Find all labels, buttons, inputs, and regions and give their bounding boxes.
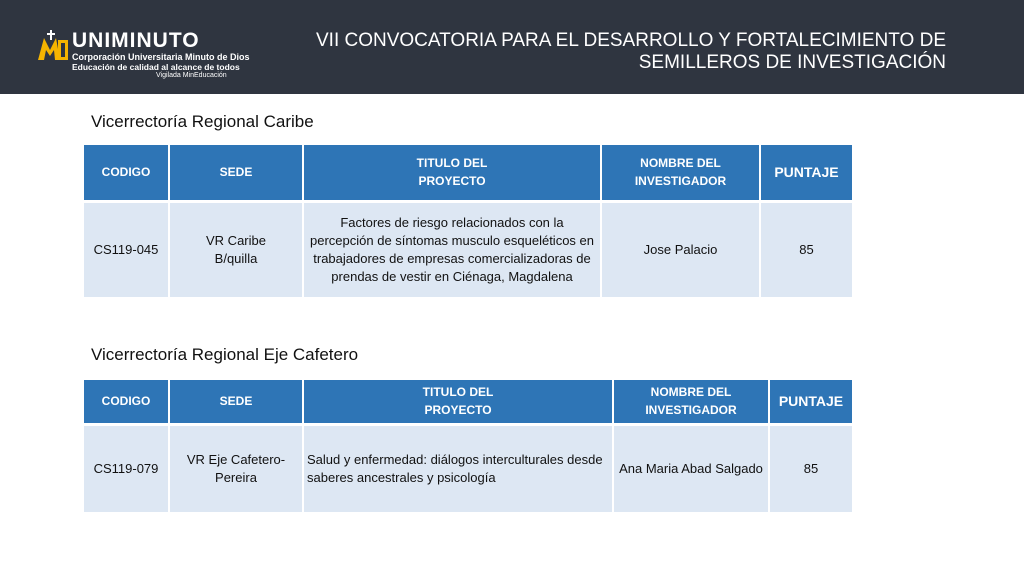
cell-titulo: Salud y enfermedad: diálogos interculturales desde saberes ancestrales y psicología [303,424,613,512]
header-nombre-line-2: INVESTIGADOR [645,403,737,418]
uniminuto-logo [36,26,250,79]
header-nombre-line-1: NOMBRE DEL [640,156,721,171]
page-title-line-1: VII CONVOCATORIA PARA EL DESARROLLO Y FORTALECIMIENTO DE [316,30,946,51]
md-logo-icon [36,30,70,64]
cell-sede-line-1: VR Caribe [206,232,266,248]
header-titulo [303,380,613,424]
cell-investigador: Ana Maria Abad Salgado [613,424,769,512]
header-titulo-line-1: TITULO DEL [416,156,488,171]
table-eje-cafetero [84,380,852,512]
header-sede: SEDE [169,145,303,201]
cell-codigo: CS119-045 [84,201,169,297]
header-titulo-line-1: TITULO DEL [422,385,494,400]
cell-investigador: Jose Palacio [601,201,760,297]
page-title-line-2: SEMILLEROS DE INVESTIGACIÓN [638,52,946,73]
table-row [84,424,852,512]
section-title-eje-cafetero: Vicerrectoría Regional Eje Cafetero [91,345,359,364]
header-nombre-line-2: INVESTIGADOR [634,174,727,189]
header-codigo: CODIGO [84,380,169,424]
table-caribe [84,145,852,297]
logo-tagline-1: Corporación Universitaria Minuto de Dios [72,52,250,62]
header-nombre-line-1: NOMBRE DEL [650,385,732,400]
header-nombre [601,145,760,201]
table-row [84,201,852,297]
header-sede: SEDE [169,380,303,424]
table-header-row [84,380,852,424]
header-bar [0,0,1024,94]
header-puntaje: PUNTAJE [760,145,852,201]
header-nombre [613,380,769,424]
cell-titulo: Factores de riesgo relacionados con la percepción de síntomas musculo esqueléticos en trabajadores de empresas comercializadoras de prendas de vestir en Ciénaga, Magdalena [303,201,601,297]
cell-puntaje: 85 [769,424,852,512]
logo-tagline-2: Educación de calidad al alcance de todos [72,62,240,72]
cell-sede-line-1: VR Eje Cafetero- [186,451,286,467]
cell-puntaje: 85 [760,201,852,297]
cell-sede-line-2: B/quilla [214,250,258,266]
logo-name: UNIMINUTO [72,29,200,52]
cell-sede-line-2: Pereira [215,469,257,485]
cell-sede [169,201,303,297]
header-titulo-line-2: PROYECTO [424,403,492,418]
header-titulo [303,145,601,201]
cell-codigo: CS119-079 [84,424,169,512]
table-header-row [84,145,852,201]
page-title [306,30,946,74]
header-puntaje: PUNTAJE [769,380,852,424]
section-title-caribe: Vicerrectoría Regional Caribe [91,112,314,131]
header-codigo: CODIGO [84,145,169,201]
logo-tagline-3: Vigilada MinEducación [156,72,227,79]
cell-sede [169,424,303,512]
header-titulo-line-2: PROYECTO [418,174,486,189]
